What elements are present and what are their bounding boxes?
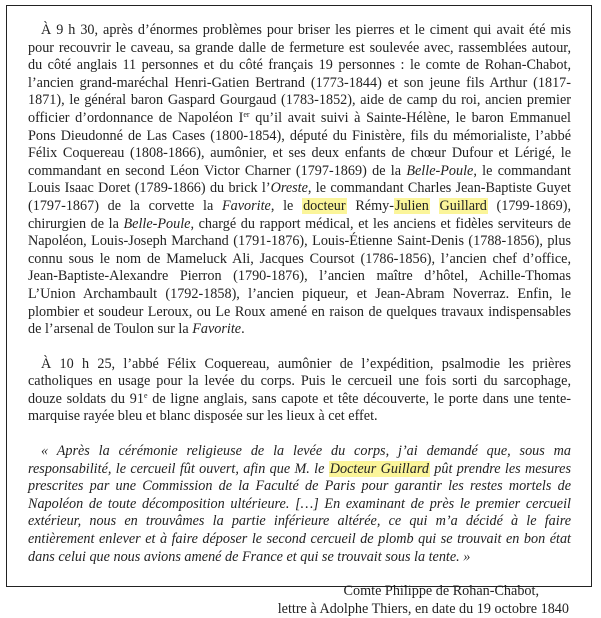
text: « Après la cérémonie religieuse de la levée du corps, j’ai demandé que, sous ma responsabilité, le cercueil fût ouvert, afin que M. le: [28, 443, 571, 477]
text: (1799-1869), chirurgien de la: [28, 197, 571, 232]
paragraph-exhumation: [28, 22, 571, 339]
text: , le commandant Louis Isaac Doret (1789-1866) du brick l’: [28, 162, 571, 197]
text: , le commandant Charles Jean-Baptiste Guyet (1797-1867) de la corvette la: [28, 180, 571, 214]
signature-source: lettre à Adolphe Thiers, en date du 19 octobre 1840: [277, 600, 569, 617]
highlighted-term: Guillard: [439, 197, 487, 214]
ship-name: Favorite: [192, 321, 242, 338]
text: pût prendre les mesures prescrites par une Commission de la Faculté de Paris pour garantir les restes mortels de Napoléon de toute décomposition ultérieure. […] En examinant de près le premier cercueil extérieur, nous en trouvâmes la partie inférieure altérée, ce qui m’a décidé à le faire entièrement enlever et à faire déposer le second cercueil de plomb qui se trouvait en bon état dans celui que nous avions amené de France et qui se trouvait sous la tente. »: [28, 460, 571, 565]
paragraph-levee: [28, 356, 571, 426]
ship-name: Oreste: [270, 180, 308, 197]
superscript: er: [243, 109, 250, 119]
highlighted-term: docteur: [303, 197, 346, 214]
highlighted-term: Julien: [394, 197, 429, 214]
ship-name: Belle-Poule: [123, 215, 191, 232]
text: À 9 h 30, après d’énormes problèmes pour briser les pierres et le ciment qui avait été mis pour recouvrir le caveau, sa grande dalle de fermeture est soulevée avec, rassemblées autour, du côté anglais 11 personnes et du côté français 19 personnes : le comte de Rohan-Chabot, l’ancien grand-maréchal Henri-Gatien Bertrand (1773-1844) et son jeune fils Arthur (1817-1871), le général baron Gaspard Gourgaud (1783-1852), aide de camp du roi, ancien premier officier d’ordonnance de Napoléon I: [28, 22, 571, 126]
text: de ligne anglais, sans capote et tête découverte, le porte dans une tente-marquise rayée bleu et blanc disposée sur les lieux à cet effet.: [28, 390, 571, 425]
superscript: e: [143, 390, 148, 400]
text: Rémy-: [346, 197, 394, 214]
signature-author: Comte Philippe de Rohan-Chabot,: [343, 583, 539, 600]
ship-name: Belle-Poule: [406, 162, 474, 179]
text: [430, 198, 439, 214]
ship-name: Favorite: [222, 197, 271, 214]
document-frame: [6, 5, 592, 617]
text: , le: [270, 197, 303, 214]
block-quote: [28, 443, 571, 566]
signature: [28, 583, 571, 618]
text: À 10 h 25, l’abbé Félix Coquereau, aumônier de l’expédition, psalmodie les prières catholiques en usage pour la levée du corps. Puis le cercueil une fois sorti du sarcophage, douze soldats du 91: [28, 355, 571, 407]
highlighted-term: Docteur Guillard: [329, 460, 429, 477]
text: , chargé du rapport médical, et les anciens et fidèles serviteurs de Napoléon, Louis-Joseph Marchand (1791-1876), Louis-Étienne Saint-Denis (1788-1856), plus connu sous le nom de Mameluck Ali, Jacques Coursot (1786-1856), l’ancien chef d’office, Jean-Baptiste-Alexandre Pierron (1790-1876), l’ancien maître d’hôtel, Achille-Thomas L’Union Archambault (1792-1858), l’ancien piqueur, et Jean-Abram Noverraz. Enfin, le plombier et soudeur Leroux, ou Le Roux amené en raison de quelques travaux indispensables de l’arsenal de Toulon sur la: [28, 215, 571, 338]
text: .: [241, 321, 245, 338]
text: qu’il avait suivi à Sainte-Hélène, le baron Emmanuel Pons Dieudonné de Las Cases (1800-1854), député du Finistère, fils du mémorialiste, l’abbé Félix Coquereau (1808-1866), aumônier, et ses deux enfants de chœur Dufour et Lérigé, le commandant en second Léon Victor Charner (1797-1869) de la: [28, 109, 571, 179]
